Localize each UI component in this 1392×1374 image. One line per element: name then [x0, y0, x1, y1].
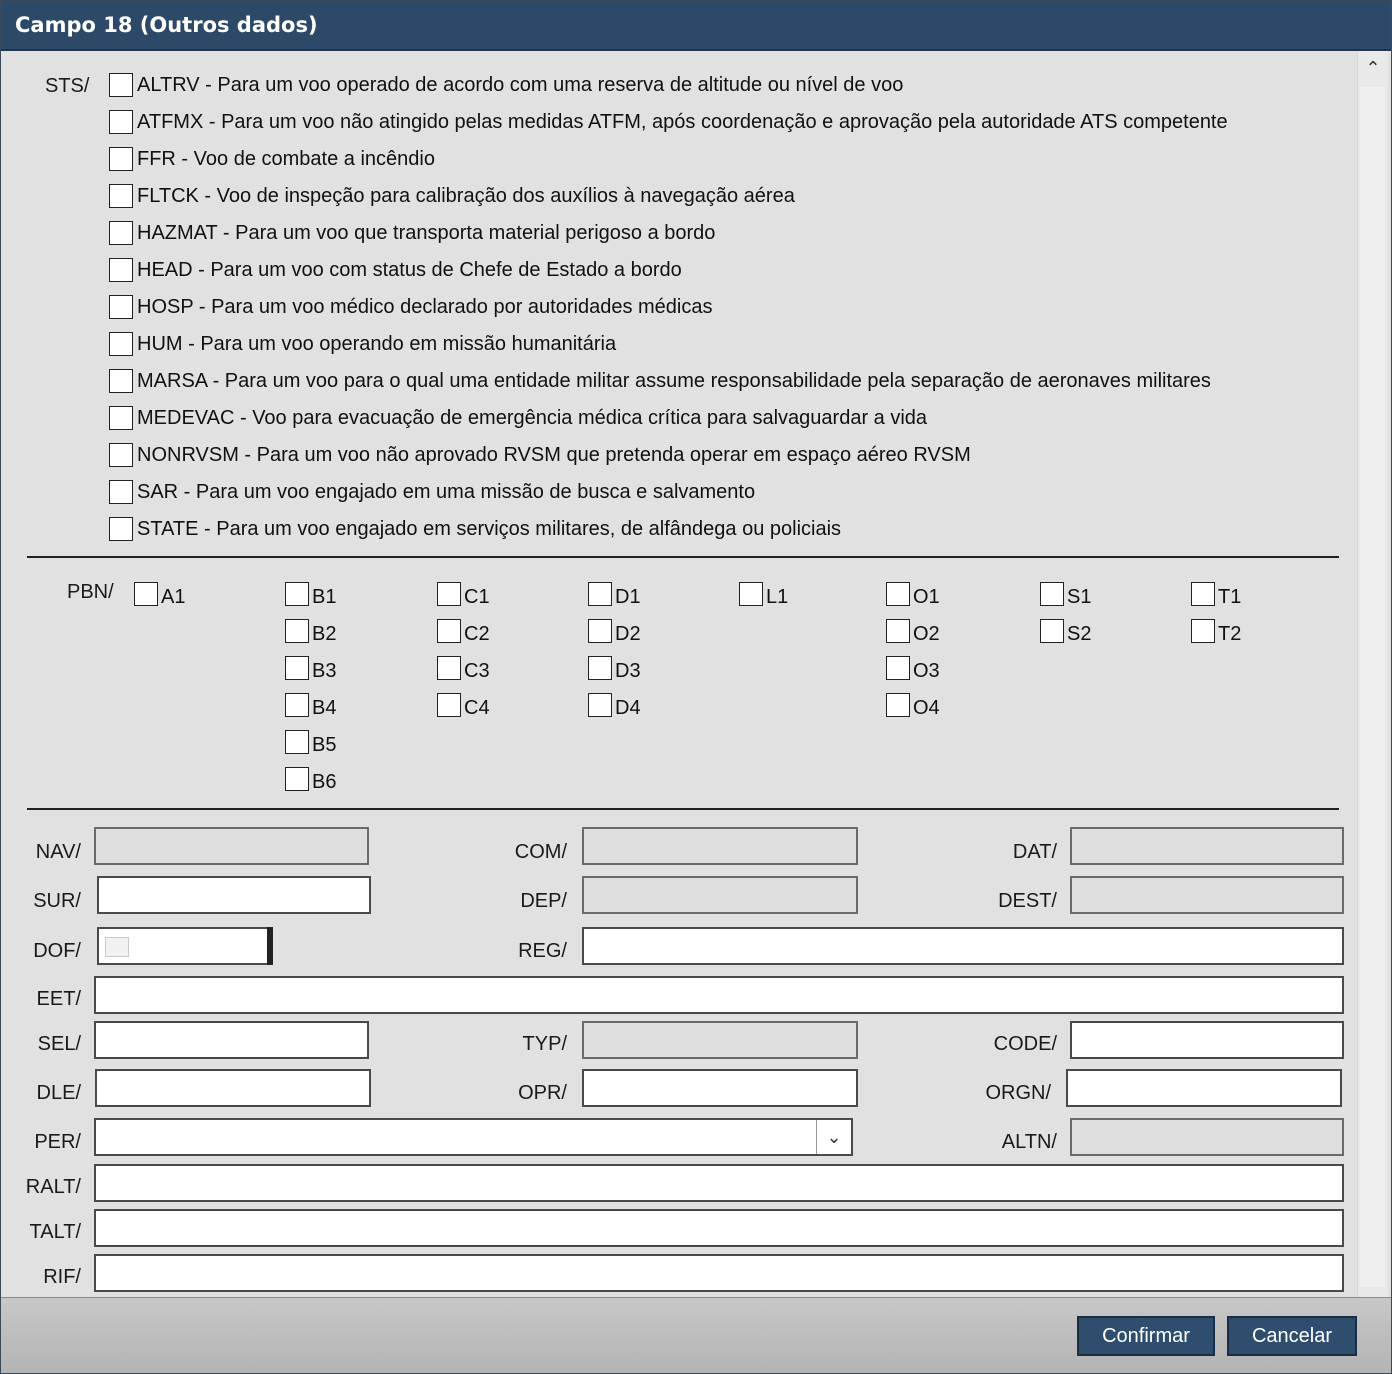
pbn-option-label: C2 [464, 622, 490, 645]
opr-label: OPR/ [518, 1082, 567, 1104]
pbn-option[interactable] [886, 653, 940, 683]
dialog-footer [1, 1297, 1391, 1374]
pbn-option[interactable] [886, 616, 940, 646]
pbn-option[interactable] [588, 690, 641, 720]
pbn-option-label: B2 [312, 622, 337, 645]
altn-field[interactable] [1070, 1118, 1344, 1156]
sts-option[interactable] [109, 68, 903, 102]
sts-checkbox[interactable] [109, 258, 133, 282]
typ-field[interactable] [582, 1021, 858, 1059]
ralt-field[interactable] [94, 1164, 1344, 1202]
sts-checkbox[interactable] [109, 73, 133, 97]
sts-checkbox[interactable] [109, 443, 133, 467]
pbn-option[interactable] [886, 579, 940, 609]
pbn-option[interactable] [285, 579, 336, 609]
code-label: CODE/ [993, 1033, 1057, 1055]
dof-field[interactable] [97, 927, 273, 965]
sts-checkbox[interactable] [109, 184, 133, 208]
pbn-checkbox[interactable] [588, 656, 612, 680]
sts-option-label: MEDEVAC - Voo para evacuação de emergência médica crítica para salvaguardar a vida [137, 406, 928, 429]
pbn-option-label: B6 [312, 770, 337, 793]
section-divider [27, 808, 1339, 810]
pbn-checkbox[interactable] [285, 582, 309, 606]
pbn-option-label: D4 [615, 696, 641, 719]
pbn-option-label: L1 [766, 585, 789, 608]
sts-checkbox[interactable] [109, 221, 133, 245]
sts-option[interactable] [109, 142, 435, 176]
sts-option[interactable] [109, 512, 841, 546]
orgn-label: ORGN/ [985, 1082, 1051, 1104]
sts-checkbox[interactable] [109, 369, 133, 393]
pbn-option[interactable] [886, 690, 940, 720]
dep-field[interactable] [582, 876, 858, 914]
pbn-checkbox[interactable] [886, 619, 910, 643]
sts-option-label: HEAD - Para um voo com status de Chefe de Estado a bordo [137, 258, 682, 281]
pbn-checkbox[interactable] [285, 730, 309, 754]
pbn-option-label: S1 [1067, 585, 1092, 608]
cancel-button[interactable]: Cancelar [1227, 1316, 1357, 1356]
pbn-option[interactable] [1040, 579, 1091, 609]
sts-checkbox[interactable] [109, 406, 133, 430]
sts-option-label: SAR - Para um voo engajado em uma missão de busca e salvamento [137, 480, 756, 503]
sts-option[interactable] [109, 327, 616, 361]
pbn-option[interactable] [437, 653, 490, 683]
rif-field[interactable] [94, 1254, 1344, 1292]
pbn-option-label: O2 [913, 622, 940, 645]
code-field[interactable] [1070, 1021, 1344, 1059]
sts-option-label: HUM - Para um voo operando em missão humanitária [137, 332, 617, 355]
sts-option[interactable] [109, 253, 682, 287]
confirm-button[interactable]: Confirmar [1077, 1316, 1215, 1356]
pbn-option-label: T2 [1218, 622, 1242, 645]
dat-label: DAT/ [1012, 841, 1057, 863]
pbn-option-label: S2 [1067, 622, 1092, 645]
title-bar [1, 1, 1391, 51]
orgn-field[interactable] [1066, 1069, 1342, 1107]
rif-label: RIF/ [43, 1266, 81, 1288]
sel-label: SEL/ [37, 1033, 81, 1055]
scroll-thumb[interactable] [1360, 87, 1385, 1287]
pbn-checkbox[interactable] [437, 693, 461, 717]
dest-label: DEST/ [998, 890, 1057, 912]
pbn-option[interactable] [437, 579, 490, 609]
dat-field[interactable] [1070, 827, 1344, 865]
pbn-option[interactable] [739, 579, 788, 609]
sts-option-label: HOSP - Para um voo médico declarado por autoridades médicas [137, 295, 713, 318]
sts-label: STS/ [45, 75, 90, 97]
sur-label: SUR/ [33, 890, 81, 912]
pbn-checkbox[interactable] [134, 582, 158, 606]
dof-label: DOF/ [33, 940, 81, 962]
sts-option[interactable] [109, 364, 1211, 398]
sts-option-label: MARSA - Para um voo para o qual uma entidade militar assume responsabilidade pela separação de aeronaves militares [137, 369, 1211, 392]
pbn-option-label: D3 [615, 659, 641, 682]
dep-label: DEP/ [520, 890, 567, 912]
pbn-option-label: O3 [913, 659, 940, 682]
sts-option-label: FFR - Voo de combate a incêndio [137, 147, 435, 170]
sel-field[interactable] [94, 1021, 369, 1059]
sts-option-label: HAZMAT - Para um voo que transporta material perigoso a bordo [137, 221, 716, 244]
reg-field[interactable] [582, 927, 1344, 965]
reg-label: REG/ [518, 940, 567, 962]
chevron-down-icon[interactable]: ⌄ [816, 1120, 851, 1154]
sts-option[interactable] [109, 475, 755, 509]
sts-option-label: STATE - Para um voo engajado em serviços militares, de alfândega ou policiais [137, 517, 842, 540]
typ-label: TYP/ [522, 1033, 567, 1055]
pbn-option[interactable] [1191, 616, 1241, 646]
form-content [1, 51, 1357, 1297]
sts-option[interactable] [109, 179, 795, 213]
talt-field[interactable] [94, 1209, 1344, 1247]
pbn-option-label: B4 [312, 696, 337, 719]
sts-checkbox[interactable] [109, 332, 133, 356]
pbn-option-label: O1 [913, 585, 940, 608]
dle-label: DLE/ [36, 1082, 81, 1104]
pbn-option-label: D2 [615, 622, 641, 645]
nav-label: NAV/ [35, 841, 81, 863]
com-label: COM/ [514, 841, 567, 863]
pbn-checkbox[interactable] [886, 582, 910, 606]
pbn-checkbox[interactable] [886, 656, 910, 680]
pbn-checkbox[interactable] [1191, 619, 1215, 643]
pbn-checkbox[interactable] [588, 619, 612, 643]
per-label: PER/ [34, 1131, 81, 1153]
pbn-option-label: C4 [464, 696, 490, 719]
pbn-checkbox[interactable] [285, 767, 309, 791]
vertical-scrollbar[interactable] [1357, 51, 1388, 1297]
pbn-option-label: T1 [1218, 585, 1242, 608]
dle-field[interactable] [95, 1069, 371, 1107]
sts-option[interactable] [109, 438, 971, 472]
dest-field[interactable] [1070, 876, 1344, 914]
nav-field[interactable] [94, 827, 369, 865]
pbn-checkbox[interactable] [285, 619, 309, 643]
pbn-checkbox[interactable] [437, 582, 461, 606]
pbn-checkbox[interactable] [1040, 582, 1064, 606]
opr-field[interactable] [582, 1069, 858, 1107]
pbn-checkbox[interactable] [1040, 619, 1064, 643]
com-field[interactable] [582, 827, 858, 865]
pbn-option[interactable] [1191, 579, 1241, 609]
pbn-label: PBN/ [67, 581, 114, 603]
pbn-option[interactable] [285, 727, 336, 757]
sts-checkbox[interactable] [109, 517, 133, 541]
pbn-option[interactable] [588, 616, 641, 646]
pbn-option[interactable] [588, 653, 641, 683]
sts-checkbox[interactable] [109, 295, 133, 319]
pbn-option-label: D1 [615, 585, 641, 608]
eet-label: EET/ [36, 988, 81, 1010]
sts-option-label: ALTRV - Para um voo operado de acordo com uma reserva de altitude ou nível de voo [137, 73, 904, 96]
pbn-option-label: B1 [312, 585, 337, 608]
pbn-checkbox[interactable] [588, 582, 612, 606]
pbn-checkbox[interactable] [1191, 582, 1215, 606]
sts-option[interactable] [109, 401, 927, 435]
pbn-option-label: C1 [464, 585, 490, 608]
calendar-icon[interactable] [105, 937, 129, 957]
pbn-option[interactable] [285, 764, 336, 794]
sts-option[interactable] [109, 105, 1228, 139]
sts-option[interactable] [109, 290, 712, 324]
eet-field[interactable] [94, 976, 1344, 1014]
talt-label: TALT/ [29, 1221, 81, 1243]
sts-option-label: FLTCK - Voo de inspeção para calibração dos auxílios à navegação aérea [137, 184, 795, 207]
pbn-option[interactable] [285, 653, 336, 683]
pbn-option-label: A1 [161, 585, 186, 608]
sts-checkbox[interactable] [109, 110, 133, 134]
pbn-checkbox[interactable] [437, 656, 461, 680]
sts-checkbox[interactable] [109, 480, 133, 504]
dof-field-edge [267, 927, 273, 965]
pbn-option-label: B5 [312, 733, 337, 756]
pbn-option[interactable] [285, 690, 336, 720]
pbn-option[interactable] [134, 579, 185, 609]
pbn-option[interactable] [437, 616, 490, 646]
pbn-option-label: C3 [464, 659, 490, 682]
section-divider [27, 556, 1339, 558]
pbn-checkbox[interactable] [437, 619, 461, 643]
pbn-option[interactable] [437, 690, 490, 720]
pbn-checkbox[interactable] [739, 582, 763, 606]
altn-label: ALTN/ [1001, 1131, 1057, 1153]
scroll-up-icon[interactable]: ⌃ [1365, 58, 1381, 78]
sts-option[interactable] [109, 216, 715, 250]
pbn-option[interactable] [1040, 616, 1091, 646]
pbn-checkbox[interactable] [285, 656, 309, 680]
pbn-option-label: B3 [312, 659, 337, 682]
sts-option-label: ATFMX - Para um voo não atingido pelas medidas ATFM, após coordenação e aprovação pela autoridade ATS competente [137, 110, 1228, 133]
pbn-option[interactable] [285, 616, 336, 646]
pbn-checkbox[interactable] [285, 693, 309, 717]
per-select[interactable] [94, 1118, 853, 1156]
sts-checkbox[interactable] [109, 147, 133, 171]
sur-field[interactable] [97, 876, 371, 914]
window-title: Campo 18 (Outros dados) [15, 13, 318, 37]
pbn-option-label: O4 [913, 696, 940, 719]
pbn-checkbox[interactable] [588, 693, 612, 717]
pbn-option[interactable] [588, 579, 641, 609]
sts-option-label: NONRVSM - Para um voo não aprovado RVSM que pretenda operar em espaço aéreo RVSM [137, 443, 971, 466]
ralt-label: RALT/ [25, 1176, 81, 1198]
pbn-checkbox[interactable] [886, 693, 910, 717]
